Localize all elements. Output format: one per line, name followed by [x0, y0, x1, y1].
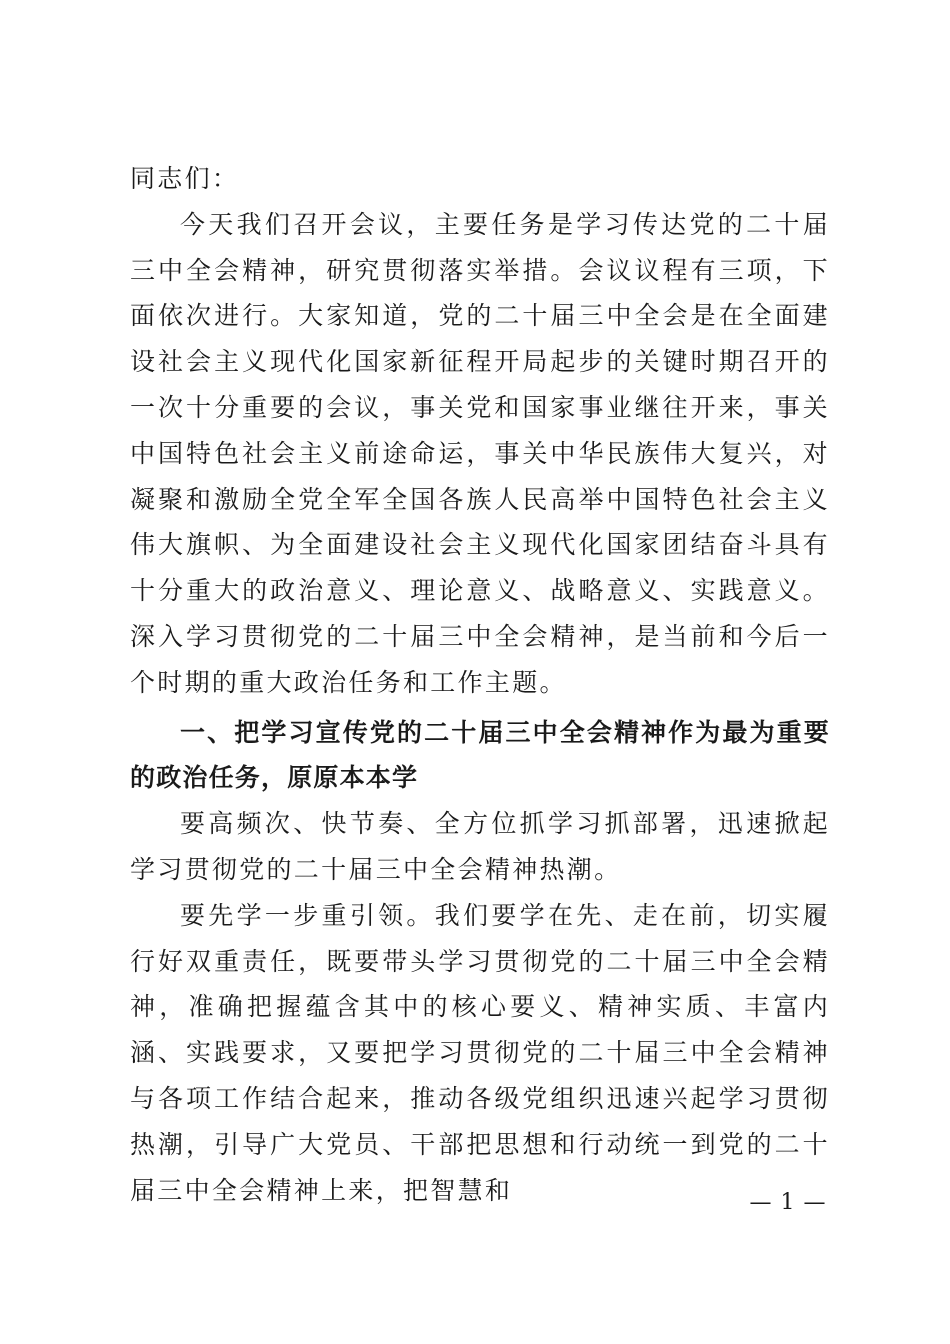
page-number: — 1 —: [749, 1190, 827, 1215]
document-body: [130, 156, 830, 1213]
intro-paragraph: 今天我们召开会议，主要任务是学习传达党的二十届三中全会精神，研究贯彻落实举措。会议议程有三项，下面依次进行。大家知道，党的二十届三中全会是在全面建设社会主义现代化国家新征程开局起步的关键时期召开的一次十分重要的会议，事关党和国家事业继往开来，事关中国特色社会主义前途命运，事关中华民族伟大复兴，对凝聚和激励全党全军全国各族人民高举中国特色社会主义伟大旗帜、为全面建设社会主义现代化国家团结奋斗具有十分重大的政治意义、理论意义、战略意义、实践意义。深入学习贯彻党的二十届三中全会精神，是当前和今后一个时期的重大政治任务和工作主题。: [130, 209, 830, 697]
salutation: 同志们：: [130, 164, 240, 193]
section-1-paragraph-1: 要高频次、快节奏、全方位抓学习抓部署，迅速掀起学习贯彻党的二十届三中全会精神热潮。: [130, 809, 830, 884]
section-heading-1: 一、把学习宣传党的二十届三中全会精神作为最为重要的政治任务，原原本本学: [130, 717, 830, 793]
section-1-paragraph-2: 要先学一步重引领。我们要学在先、走在前，切实履行好双重责任，既要带头学习贯彻党的二十届三中全会精神，准确把握蕴含其中的核心要义、精神实质、丰富内涵、实践要求，又要把学习贯彻党的二十届三中全会精神与各项工作结合起来，推动各级党组织迅速兴起学习贯彻热潮，引导广大党员、干部把思想和行动统一到党的二十届三中全会精神上来，把智慧和: [130, 900, 830, 1205]
